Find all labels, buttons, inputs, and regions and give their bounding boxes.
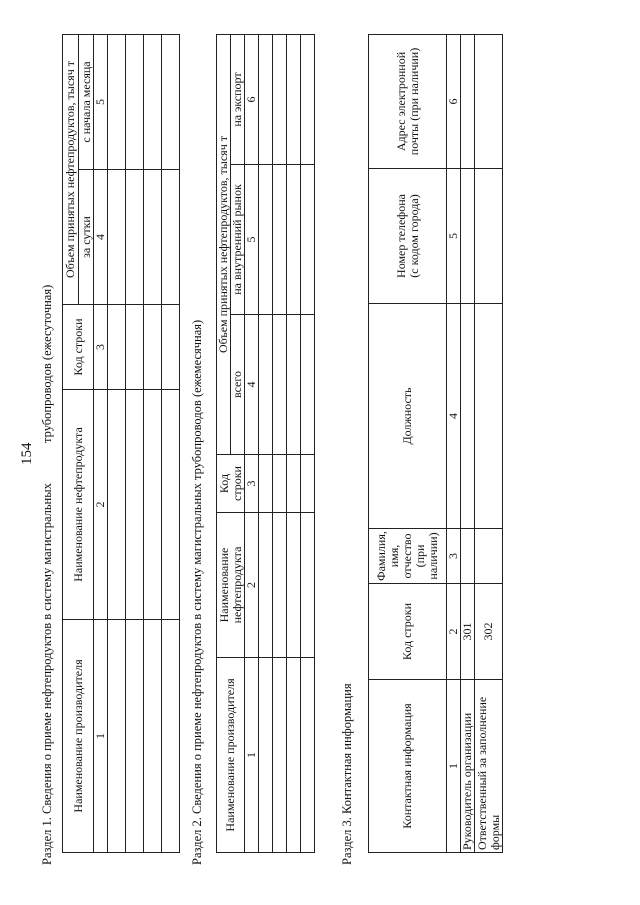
s3-colnum: 2 [447, 584, 461, 680]
table-row [259, 34, 273, 852]
s1-header-producer: Наименование производителя [63, 620, 94, 853]
s3-header-contact: Контактная информация [369, 680, 447, 853]
s3-cell-fio[interactable] [461, 529, 475, 584]
table-row [301, 34, 315, 852]
s2-colnum: 1 [245, 658, 259, 853]
s3-header-email-line1: Адрес электронной [393, 51, 408, 152]
s3-row-resp-label-line1: Ответственный за заполнение [474, 696, 489, 850]
s3-header-phone-line1: Номер телефона [393, 194, 408, 278]
s3-row-resp-label-line2: формы [487, 814, 502, 850]
s3-colnum: 6 [447, 35, 461, 169]
s2-colnum: 5 [245, 165, 259, 315]
s3-header-fio-line: Фамилия, [374, 531, 388, 581]
s2-column-numbers [245, 34, 259, 852]
s3-header-position: Должность [369, 304, 447, 529]
s2-colnum: 2 [245, 513, 259, 658]
s2-colnum: 3 [245, 455, 259, 513]
s3-header-email [369, 35, 447, 169]
table-row [126, 35, 144, 853]
section1-title: Раздел 1. Сведения о приеме нефтепродуктов в систему магистральных [40, 483, 54, 865]
s3-cell-phone[interactable] [475, 169, 503, 304]
s3-cell-position[interactable] [475, 304, 503, 529]
s3-colnum: 3 [447, 529, 461, 584]
s1-colnum: 3 [94, 305, 108, 390]
table-row [144, 35, 162, 853]
s3-column-numbers [447, 35, 461, 853]
s3-header-fio-line: имя, [387, 544, 401, 568]
s1-colnum: 2 [94, 390, 108, 620]
page-number: 154 [19, 442, 35, 465]
s2-header-code-line2: строки [229, 466, 244, 501]
table-row [273, 34, 287, 852]
s1-colnum: 1 [94, 620, 108, 853]
s2-header-product [217, 513, 245, 658]
s3-cell-fio[interactable] [475, 529, 503, 584]
s2-header-producer: Наименование производителя [217, 658, 245, 853]
s2-header-code-line1: Код [216, 473, 231, 494]
table-row [461, 35, 475, 853]
s3-colnum: 5 [447, 169, 461, 304]
s3-header-phone-line2: (с кодом города) [406, 194, 421, 278]
s2-colnum: 4 [245, 315, 259, 455]
s3-cell-email[interactable] [461, 35, 475, 169]
section3-title: Раздел 3. Контактная информация [340, 683, 354, 865]
s2-header-code [217, 455, 245, 513]
s1-colnum: 5 [94, 35, 108, 170]
s3-row-resp-code: 302 [475, 584, 503, 680]
section2-title: Раздел 2. Сведения о приеме нефтепродуктов в систему магистральных трубопроводов (ежемесячная) [190, 319, 204, 865]
s3-cell-position[interactable] [461, 304, 475, 529]
s2-header-product-line2: нефтепродукта [229, 546, 244, 624]
s3-header-fio-line: (при [413, 544, 427, 568]
s3-row-resp-label [475, 680, 503, 853]
s3-row-head-code: 301 [461, 584, 475, 680]
s2-header-export: на экспорт [231, 34, 245, 164]
s1-header-product: Наименование нефтепродукта [63, 390, 94, 620]
s2-header-domestic: на внутренний рынок [231, 165, 245, 315]
s1-header-volume: Объем принятых нефтепродуктов, тысяч т [63, 35, 79, 305]
s1-header-since-month: с начала месяца [79, 35, 94, 170]
section1-title-line2: трубопроводов (ежесуточная) [40, 284, 54, 443]
table-row [287, 34, 301, 852]
s3-row-head-label: Руководитель организации [461, 680, 475, 853]
s2-colnum: 6 [245, 34, 259, 164]
s3-header-fio-line: отчество [400, 533, 414, 579]
section2-table [216, 34, 315, 853]
table-row [162, 35, 180, 853]
section1-table [62, 34, 180, 853]
s3-header-code: Код строки [369, 584, 447, 680]
table-row [108, 35, 126, 853]
s3-cell-email[interactable] [475, 35, 503, 169]
s1-header-per-day: за сутки [79, 170, 94, 305]
s3-colnum: 1 [447, 680, 461, 853]
table-row [475, 35, 503, 853]
s3-header-phone [369, 169, 447, 304]
s3-header-fio [369, 529, 447, 584]
s1-column-numbers [94, 35, 108, 853]
s2-header-total: всего [231, 315, 245, 455]
s2-header-volume: Объем принятых нефтепродуктов, тысяч т [217, 34, 231, 454]
s2-header-product-line1: Наименование [216, 547, 231, 623]
s1-colnum: 4 [94, 170, 108, 305]
s3-cell-phone[interactable] [461, 169, 475, 304]
s1-header-code: Код строки [63, 305, 94, 390]
s3-header-email-line2: почты (при наличии) [406, 47, 421, 156]
section3-table [368, 34, 503, 853]
s3-colnum: 4 [447, 304, 461, 529]
s3-header-fio-line: наличии) [426, 532, 440, 580]
